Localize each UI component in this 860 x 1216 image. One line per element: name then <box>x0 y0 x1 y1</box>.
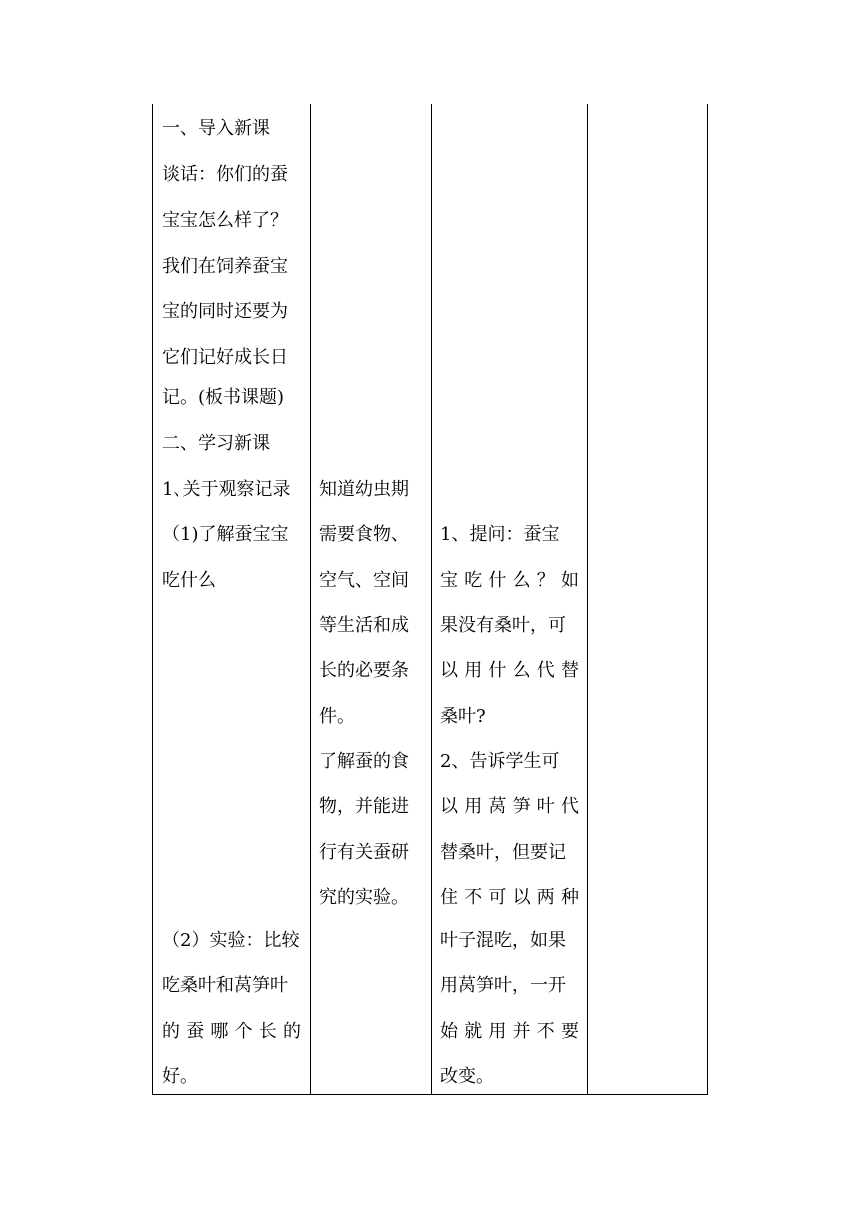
table-left-border <box>152 104 153 1095</box>
table-cell-line: 桑叶? <box>440 706 486 727</box>
table-cell-line: 叶子混吃，如果 <box>440 930 566 951</box>
column-divider-1 <box>310 104 311 1095</box>
table-cell-line: 吃什么 <box>162 570 216 591</box>
table-cell-line: 行有关蚕研 <box>319 842 409 863</box>
table-cell-line: 二、学习新课 <box>162 433 270 454</box>
table-cell-line: 宝吃什么？如 <box>440 570 579 591</box>
table-cell-line: 以用什么代替 <box>440 660 579 681</box>
table-cell-line: 好。 <box>162 1066 198 1087</box>
table-cell-col3 <box>440 104 580 1094</box>
table-cell-line: 2、告诉学生可 <box>440 751 560 772</box>
column-divider-2 <box>431 104 432 1095</box>
table-cell-line: 它们记好成长日 <box>162 347 288 368</box>
table-cell-line: 住不可以两种 <box>440 887 579 908</box>
table-cell-line: 一、导入新课 <box>162 118 270 139</box>
table-cell-col1 <box>162 104 302 1094</box>
table-cell-line: 等生活和成 <box>319 615 409 636</box>
table-cell-line: 谈话：你们的蚕 <box>162 164 288 185</box>
table-right-border <box>707 104 708 1095</box>
table-cell-line: 需要食物、 <box>319 524 409 545</box>
table-cell-line: 以用莴笋叶代 <box>440 796 579 817</box>
table-cell-line: 宝宝怎么样了？ <box>162 210 288 231</box>
table-cell-line: 替桑叶，但要记 <box>440 842 566 863</box>
table-cell-line: 件。 <box>319 706 355 727</box>
table-cell-line: 始就用并不要 <box>440 1021 579 1042</box>
table-bottom-border <box>152 1094 708 1095</box>
table-cell-line: 的蚕哪个长的 <box>162 1021 301 1042</box>
table-cell-col4 <box>596 104 700 1094</box>
table-cell-line: 改变。 <box>440 1066 494 1087</box>
table-cell-line: 1､关于观察记录 <box>162 479 291 500</box>
table-cell-line: 用莴笋叶，一开 <box>440 975 566 996</box>
table-cell-line: 空气、空间 <box>319 570 409 591</box>
table-cell-line: 宝的同时还要为 <box>162 301 288 322</box>
column-divider-3 <box>587 104 588 1095</box>
table-cell-line: （2）实验：比较 <box>162 930 300 951</box>
table-cell-col2 <box>319 104 425 1094</box>
table-cell-line: （1)了解蚕宝宝 <box>162 524 289 545</box>
table-cell-line: 究的实验。 <box>319 887 409 908</box>
table-cell-line: 我们在饲养蚕宝 <box>162 256 288 277</box>
table-cell-line: 了解蚕的食 <box>319 751 409 772</box>
table-cell-line: 长的必要条 <box>319 660 409 681</box>
table-cell-line: 物，并能进 <box>319 796 409 817</box>
table-cell-line: 吃桑叶和莴笋叶 <box>162 975 288 996</box>
table-cell-line: 知道幼虫期 <box>319 479 409 500</box>
table-cell-line: 果没有桑叶，可 <box>440 615 566 636</box>
table-cell-line: 记。(板书课题) <box>162 387 285 408</box>
table-cell-line: 1、提问：蚕宝 <box>440 524 560 545</box>
